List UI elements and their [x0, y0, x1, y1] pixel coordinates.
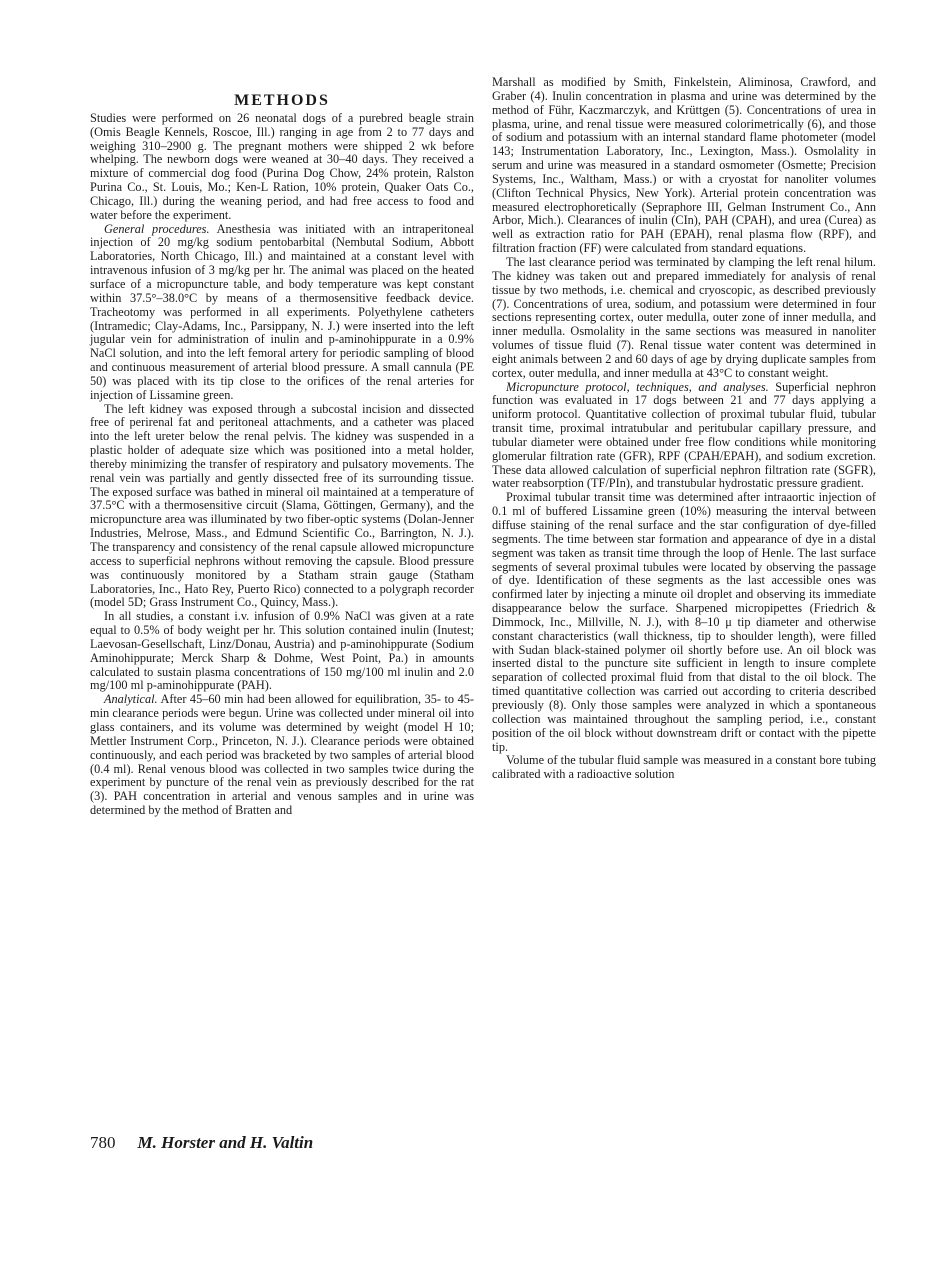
paragraph-text: After 45–60 min had been allowed for equilibration, 35- to 45-min clearance periods were begun. Urine was collected under mineral oil into glass containers, and its volume was determined by weight (model H 10; Mettler Instrument Corp., Princeton, N. J.). Clearance periods were obtained continuously, and each period was bracketed by two samples of arterial blood (0.4 ml). Renal venous blood was collected in two samples twice during the experiment by puncture of the renal vein as previously described for the rat (3). PAH concentration in arterial and venous samples and in urine was determined by the method of Bratten and [90, 692, 474, 818]
running-authors: M. Horster and H. Valtin [137, 1133, 314, 1152]
runin-heading-analytical: Analytical. [104, 692, 158, 707]
paragraph-text: Superficial nephron function was evaluated in 17 dogs between 21 and 77 days applying a uniform protocol. Quantitative collection of proximal tubular fluid, tubular transit time, proximal intratubular and peritubular capillary pressure, and tubular diameter were obtained under free flow conditions while monitoring glomerular filtration rate (GFR), RPF (CPAH/EPAH), and sodium excretion. These data allowed calculation of superficial nephron filtration rate (SGFR), water reabsorption (TF/PIn), and transtubular hydrostatic pressure gradient. [492, 379, 876, 491]
paragraph-kidney-exposure: The left kidney was exposed through a subcostal incision and dissected free of perirenal fat and peritoneal attachments, and a catheter was placed into the left ureter below the renal pelvis. The kidney was suspended in a plastic holder of adequate size which was positioned into a metal holder, thereby minimizing the transfer of respiratory and pulsatory movements. The renal vein was partially and gently dissected free of its surrounding tissue. The exposed surface was bathed in mineral oil maintained at a temperature of 37.5°C with a thermosensitive circuit (Slama, Göttingen, Germany), and the micropuncture area was illuminated by two fiber-optic systems (Dolan-Jenner Industries, Melrose, Mass., and Edmund Scientific Co., Barrington, N. J.). The transparency and consistency of the renal capsule allowed micropuncture access to superficial nephrons without removing the capsule. Blood pressure was continuously monitored by a Statham strain gauge (Statham Laboratories, Inc., Hato Rey, Puerto Rico) connected to a polygraph recorder (model 5D; Grass Instrument Co., Quincy, Mass.). [90, 401, 474, 610]
section-title: METHODS [234, 92, 330, 109]
runin-heading-micropuncture: Micropuncture protocol, techniques, and analyses. [506, 379, 769, 394]
paragraph-micropuncture [492, 381, 876, 492]
paragraph-subjects: Studies were performed on 26 neonatal dogs of a purebred beagle strain (Omis Beagle Kennels, Roscoe, Ill.) ranging in age from 2 to 77 days and weighing 310–2900 g. The pregnant mothers were shipped 2 wk before whelping. The newborn dogs were weaned at 30–40 days. They received a mixture of commercial dog food (Purina Dog Chow, 24% protein, Ralston Purina Co., St. Louis, Mo.; Ken-L Ration, 10% protein, Quaker Oats Co., Chicago, Ill.) during the weaning period, and had free access to food and water before the experiment. [90, 110, 474, 222]
paragraph-general-procedures [90, 223, 474, 403]
runin-heading-general-procedures: General procedures. [104, 221, 210, 236]
page-number: 780 [90, 1133, 116, 1152]
paragraph-transit-time: Proximal tubular transit time was determined after intraaortic injection of 0.1 ml of buffered Lissamine green (10%) measuring the interval between diffuse staining of the renal surface and the star configuration of dye-filled segments. The time between star formation and appearance of dye in a distal segment was taken as transit time through the loop of Henle. The last surface segments of several proximal tubules were located by observing the passage of dye. Identification of these segments as the last accessible ones was confirmed later by injecting a minute oil droplet and observing its immediate disappearance below the surface. Sharpened micropipettes (Friedrich & Dimmock, Inc., Millville, N. J.), with 8–10 μ tip diameter and otherwise constant characteristics (wall thickness, tip to shoulder length), were filled with Sudan black-stained polymer oil shortly before use. An oil block was inserted distal to the puncture site sufficient in length to insure complete separation of collected proximal fluid from that distal to the oil block. The timed quantitative collection was carried out according to criteria described previously (8). Only those samples were analyzed in which a spontaneous collection was maintained throughout the sampling period, i.e., constant position of the oil block without downstream drift or contact with the pipette tip. [492, 490, 876, 754]
paragraph-sample-volume: Volume of the tubular fluid sample was measured in a constant bore tubing calibrated with a radioactive solution [492, 753, 876, 782]
left-column [90, 76, 474, 818]
paragraph-text: Anesthesia was initiated with an intraperitoneal injection of 20 mg/kg sodium pentobarbital (Nembutal Sodium, Abbott Laboratories, North Chicago, Ill.) and maintained at a constant level with intravenous infusion of 3 mg/kg per hr. The animal was placed on the heated surface of a micropuncture table, and body temperature was kept constant within 37.5°–38.0°C by means of a thermosensitive feedback device. Tracheotomy was performed in all experiments. Polyethylene catheters (Intramedic; Clay-Adams, Inc., Parsippany, N. J.) were inserted into the left jugular vein for administration of inulin and p-aminohippurate in a 0.9% NaCl solution, and into the left femoral artery for periodic sampling of blood and continuous measurement of arterial blood pressure. A small cannula (PE 50) was placed with its tip close to the orifices of the renal arteries for injection of Lissamine green. [90, 221, 474, 402]
right-column [492, 76, 876, 782]
paragraph-infusion: In all studies, a constant i.v. infusion of 0.9% NaCl was given at a rate equal to 0.5% of body weight per hr. This solution contained inulin (Inutest; Laevosan-Gesellschaft, Linz/Donau, Austria) and p-aminohippurate (Sodium Aminohippurate; Merck Sharp & Dohme, West Point, Pa.) in amounts calculated to sustain plasma concentrations of 150 mg/100 ml inulin and 2.0 mg/100 ml p-aminohippurate (PAH). [90, 609, 474, 693]
page-footer [90, 1133, 313, 1153]
paragraph-analytical-continued: Marshall as modified by Smith, Finkelstein, Aliminosa, Crawford, and Graber (4). Inulin concentration in plasma and urine was determined by the method of Führ, Kaczmarczyk, and Krüttgen (5). Concentrations of urea in plasma, urine, and renal tissue were measured colorimetrically (6), and those of sodium and potassium with an internal standard flame photometer (model 143; Instrumentation Laboratory, Inc., Lexington, Mass.). Osmolality in serum and urine was measured in a standard osmometer (Osmette; Precision Systems, Inc., Waltham, Mass.) or with a cryostat for nanoliter volumes (Clifton Technical Physics, New York). Arterial protein concentration was measured electrophoretically (Sepraphore III, Gelman Instrument Co., Ann Arbor, Mich.). Clearances of inulin (CIn), PAH (CPAH), and urea (Curea) as well as extraction ratio for PAH (EPAH), renal plasma flow (RPF), and filtration fraction (FF) were calculated from standard equations. [492, 75, 876, 256]
paragraph-tissue-analysis: The last clearance period was terminated by clamping the left renal hilum. The kidney was taken out and prepared immediately for analysis of renal tissue by two methods, i.e. chemical and cryoscopic, as described previously (7). Concentrations of urea, sodium, and potassium were determined in four sections representing cortex, outer medulla, outer zone of inner medulla, and inner medulla. Osmolality in the same sections was measured in nanoliter volumes of tissue fluid (7). Renal tissue water content was determined in eight animals between 2 and 60 days of age by drying duplicate samples from cortex, outer medulla, and inner medulla at 43°C to constant weight. [492, 254, 876, 380]
paragraph-analytical [90, 693, 474, 818]
